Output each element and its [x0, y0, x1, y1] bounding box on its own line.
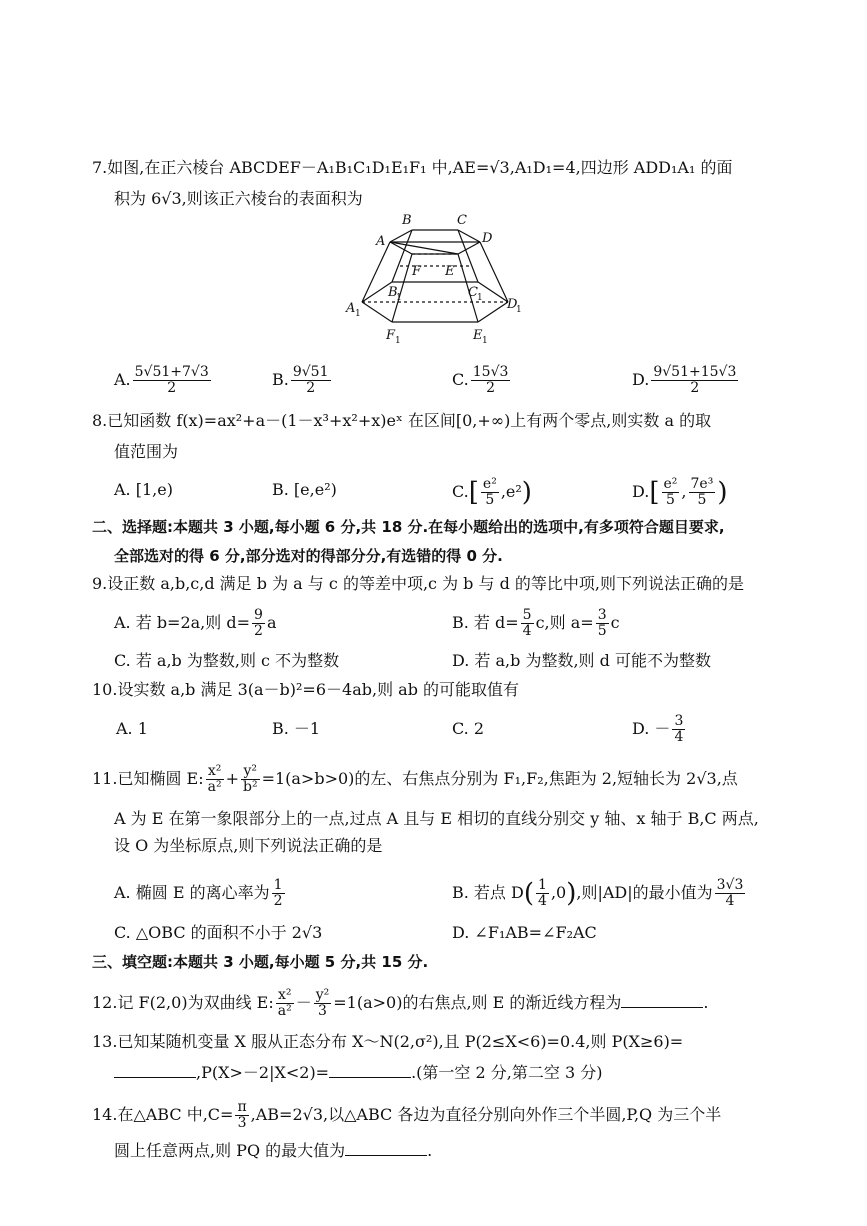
q8-C-num: e²	[482, 476, 497, 492]
q10-stem: 10.设实数 a,b 满足 3(a－b)²=6－4ab,则 ab 的可能取值有	[92, 680, 520, 699]
q9-A-num: 9	[254, 607, 263, 623]
q14-answer-blank[interactable]	[345, 1141, 427, 1156]
q8-stem-line1: 8.已知函数 f(x)=ax²+a－(1－x³+x²+x)eˣ 在区间[0,+∞)上有两个零点,则实数 a 的取	[92, 411, 712, 430]
q11-option-B: B. 若点 D( $\frac{1}{4}$ ,0),则|AD|的最小值为 $\frac{3√3}{4}$	[452, 877, 744, 909]
q7-option-C	[452, 365, 512, 396]
q7-option-B-label: B.	[272, 370, 289, 389]
q8-option-A: A. [1,e)	[114, 480, 173, 499]
label-C1: C	[468, 285, 478, 300]
section-2-header-line1: 二、选择题:本题共 3 小题,每小题 6 分,共 18 分.在每小题给出的选项中,有多项符合题目要求,	[92, 518, 725, 536]
q11-B-num: 1	[538, 877, 547, 893]
q7-A-den: 2	[167, 380, 177, 396]
q13-answer-blank-1[interactable]	[114, 1063, 196, 1078]
q11-stem-line2: A 为 E 在第一象限部分上的一点,过点 A 且与 E 相切的直线分别交 y 轴、x 轴于 B,C 两点,	[114, 809, 759, 828]
label-A1: A	[346, 301, 356, 316]
q12-post: =1(a>0)的右焦点,则 E 的渐近线方程为	[333, 993, 622, 1012]
q11-option-C: C. △OBC 的面积不小于 2√3	[114, 923, 323, 942]
q11-B-pre: B. 若点 D	[452, 883, 524, 902]
q11-pre: 11.已知椭圆 E:	[92, 769, 204, 788]
q11-option-D: D. ∠F₁AB=∠F₂AC	[452, 923, 597, 942]
q7-D-num: 9√51+15√3	[653, 364, 737, 380]
q12-pre: 12.记 F(2,0)为双曲线 E:	[92, 993, 274, 1012]
q14-stem-line1	[92, 1100, 721, 1131]
q11-A-num: 1	[273, 877, 283, 893]
q7-option-D-label: D.	[632, 370, 650, 389]
q11-B-post: ,则|AD|的最小值为	[576, 883, 713, 902]
q9-A-den: 2	[254, 623, 263, 639]
q11-A-pre: A. 椭圆 E 的离心率为	[114, 883, 270, 902]
q10-option-C: C. 2	[452, 719, 485, 738]
q11-stem-line1: 11.已知椭圆 E: $\frac{\text{x²}}{\text{a²}}$ + $\frac{\text{y²}}{\text{b²}}$ =1(a>b>0)的左、右焦点分别为 F₁,F₂,焦距为 2,短轴长为 2√3,点	[92, 763, 738, 795]
q7-C-num: 15√3	[472, 364, 509, 380]
q7-option-B	[272, 365, 333, 396]
q11-stem-line3: 设 O 为坐标原点,则下列说法正确的是	[114, 836, 383, 855]
q10-option-D	[632, 714, 687, 745]
q9-B-den: 4	[522, 623, 532, 639]
q7-A-num: 5√51+7√3	[134, 364, 209, 380]
q12-den2: 3	[318, 1003, 327, 1019]
label-F1: F	[386, 328, 396, 343]
q9-A-post: a	[266, 613, 277, 632]
q9-B-num2: 3	[597, 607, 607, 623]
q9-option-D: D. 若 a,b 为整数,则 d 可能不为整数	[452, 651, 711, 670]
label-E1-sub: 1	[482, 336, 488, 346]
q11-x-num: x²	[206, 764, 224, 780]
q7-option-A	[114, 365, 213, 396]
q7-option-C-label: C.	[452, 370, 469, 389]
label-C1-sub: 1	[477, 293, 483, 303]
q8-C-label: C.	[452, 482, 469, 501]
q9-option-C: C. 若 a,b 为整数,则 c 不为整数	[114, 651, 340, 670]
q11-B-num2: 3√3	[716, 877, 744, 893]
q13-answer-blank-2[interactable]	[329, 1063, 411, 1078]
label-F1-sub: 1	[395, 336, 401, 346]
label-A: A	[376, 234, 386, 249]
q10-D-num: 3	[674, 713, 684, 729]
q9-B-post: c	[610, 613, 620, 632]
q7-option-D	[632, 365, 740, 396]
q14-den: 3	[237, 1115, 247, 1131]
q12-stem: 12.记 F(2,0)为双曲线 E: $\frac{\text{x²}}{\text{a²}}$ － $\frac{\text{y²}}{3}$ =1(a>0)的右焦点,则 E 的渐近线方程为 .	[92, 987, 709, 1019]
label-D1: D	[507, 297, 518, 312]
q11-A-den: 2	[273, 893, 283, 909]
label-E: E	[445, 264, 455, 279]
q9-stem: 9.设正数 a,b,c,d 满足 b 为 a 与 c 的等差中项,c 为 b 与 d 的等比中项,则下列说法正确的是	[92, 574, 744, 593]
label-C: C	[457, 213, 467, 228]
q10-D-den: 4	[674, 729, 684, 745]
q9-option-B	[452, 608, 620, 639]
q7-stem-line2: 积为 6√3,则该正六棱台的表面积为	[114, 189, 363, 208]
q7-B-num: 9√51	[292, 364, 329, 380]
q7-option-A-label: A.	[114, 370, 131, 389]
q9-A-pre: A. 若 b=2a,则 d=	[114, 613, 251, 632]
q11-y-den: b²	[242, 779, 258, 795]
q7-C-den: 2	[486, 380, 496, 396]
q14-line2: 圆上任意两点,则 PQ 的最大值为	[114, 1141, 346, 1160]
q7-B-den: 2	[306, 380, 316, 396]
q13-mid: ,P(X>－2|X<2)=	[196, 1063, 330, 1082]
q11-option-A	[114, 878, 287, 909]
q14-post: ,AB=2√3,以△ABC 各边为直径分别向外作三个半圆,P,Q 为三个半	[250, 1105, 722, 1124]
q8-D-num2: 7e³	[690, 476, 714, 492]
q13-stem-line1: 13.已知某随机变量 X 服从正态分布 X～N(2,σ²),且 P(2≤X<6)=0.4,则 P(X≥6)=	[92, 1032, 684, 1051]
q13-stem-line2	[114, 1062, 602, 1084]
q12-num1: x²	[276, 988, 294, 1004]
q12-num2: y²	[315, 987, 330, 1003]
q14-stem-line2	[114, 1140, 432, 1162]
q11-B-den: 4	[538, 893, 547, 909]
q10-option-B: B. －1	[272, 719, 321, 738]
q8-option-B: B. [e,e²)	[272, 480, 337, 499]
label-B1-sub: 1	[396, 293, 402, 303]
q11-post: =1(a>b>0)的左、右焦点分别为 F₁,F₂,焦距为 2,短轴长为 2√3,点	[261, 769, 738, 788]
q8-C-tail: ,e²	[500, 482, 522, 501]
label-A1-sub: 1	[355, 309, 361, 319]
section-2-header-line2: 全部选对的得 6 分,部分选对的得部分分,有选错的得 0 分.	[114, 547, 503, 565]
q8-D-num1: e²	[663, 476, 678, 492]
q9-B-mid: c,则 a=	[535, 613, 594, 632]
q8-option-D: D.[ $\frac{\text{e²}}{5}$ , $\frac{\text{7e³}}{5}$ )	[632, 476, 728, 508]
q10-option-A: A. 1	[116, 719, 148, 738]
q10-D-pre: D. －	[632, 719, 671, 738]
q8-C-den: 5	[485, 492, 495, 508]
q14-num: π	[237, 1099, 247, 1115]
label-D: D	[482, 231, 493, 246]
label-B1: B	[388, 285, 398, 300]
q9-B-pre: B. 若 d=	[452, 613, 519, 632]
q8-option-C: C.[ $\frac{\text{e²}}{5}$ ,e²)	[452, 476, 532, 508]
q7-D-den: 2	[690, 380, 700, 396]
q8-D-den1: 5	[665, 492, 675, 508]
q12-den1: a²	[277, 1003, 292, 1019]
q11-B-mid: ,0	[550, 883, 567, 902]
q11-x-den: a²	[207, 779, 222, 795]
q8-D-den2: 5	[697, 492, 707, 508]
q8-D-label: D.	[632, 482, 650, 501]
q7-stem-line1: 7.如图,在正六棱台 ABCDEF－A₁B₁C₁D₁E₁F₁ 中,AE=√3,A₁D₁=4,四边形 ADD₁A₁ 的面	[92, 158, 733, 177]
hexagonal-frustum-figure	[340, 212, 530, 347]
q11-B-den2: 4	[725, 893, 735, 909]
q9-B-den2: 5	[597, 623, 607, 639]
label-F: F	[412, 264, 422, 279]
q12-answer-blank[interactable]	[621, 993, 703, 1008]
q14-end: .	[427, 1141, 433, 1160]
q9-B-num: 5	[522, 607, 532, 623]
label-B: B	[402, 213, 412, 228]
label-D1-sub: 1	[516, 305, 522, 315]
q8-stem-line2: 值范围为	[114, 442, 179, 461]
label-E1: E	[473, 328, 483, 343]
q9-option-A	[114, 608, 276, 639]
q11-y-num: y²	[241, 764, 260, 780]
q14-pre: 14.在△ABC 中,C=	[92, 1105, 234, 1124]
q13-end: .(第一空 2 分,第二空 3 分)	[411, 1063, 603, 1082]
q12-end: .	[703, 993, 709, 1012]
section-3-header: 三、填空题:本题共 3 小题,每小题 5 分,共 15 分.	[92, 953, 429, 971]
